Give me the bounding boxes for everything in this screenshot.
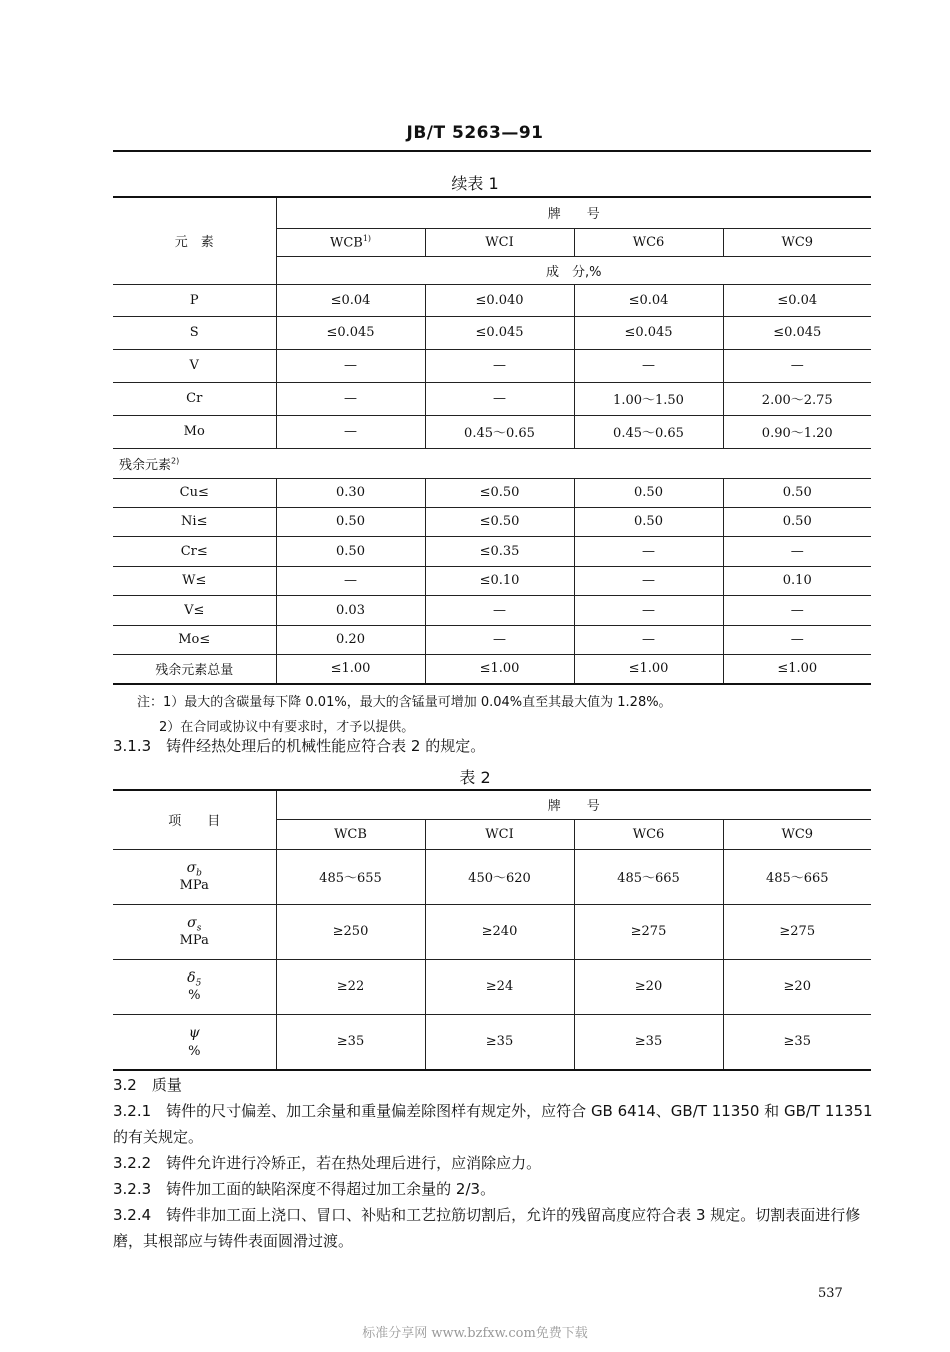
value-cell: — xyxy=(574,349,723,382)
grade-footnote: 1) xyxy=(362,233,372,243)
value-cell: ≤0.045 xyxy=(425,316,574,349)
property-unit: % xyxy=(188,988,201,1004)
table-row xyxy=(113,959,871,1014)
grade-cell: WC6 xyxy=(574,819,723,849)
table-row xyxy=(113,415,871,448)
value-cell: 0.45～0.65 xyxy=(574,415,723,448)
element-cell: 残余元素总量 xyxy=(113,654,276,684)
table-row xyxy=(113,904,871,959)
value-cell: 0.45～0.65 xyxy=(425,415,574,448)
value-cell: — xyxy=(723,595,871,625)
table1-caption: 续表 1 xyxy=(451,174,499,193)
table-row xyxy=(113,536,871,566)
grade-cell: WCI xyxy=(425,819,574,849)
item-header: 项 目 xyxy=(113,790,276,849)
value-cell: ≤0.35 xyxy=(425,536,574,566)
section-3-2-heading: 3.2 质量 xyxy=(113,1076,182,1094)
value-cell: ≤1.00 xyxy=(425,654,574,684)
property-cell xyxy=(113,959,276,1014)
mechanical-properties-table xyxy=(113,789,871,1071)
value-cell: ≤1.00 xyxy=(276,654,425,684)
value-cell: ≤0.10 xyxy=(425,566,574,595)
property-symbol: σ xyxy=(186,859,197,876)
value-cell: 0.50 xyxy=(723,478,871,507)
value-cell: ≥24 xyxy=(425,959,574,1014)
value-cell: 0.50 xyxy=(276,507,425,536)
property-unit: MPa xyxy=(179,933,209,949)
clause-3-2-3: 3.2.3 铸件加工面的缺陷深度不得超过加工余量的 2/3。 xyxy=(113,1180,496,1198)
document-header: JB/T 5263—91 xyxy=(406,123,544,143)
value-cell: — xyxy=(425,349,574,382)
value-cell: 0.50 xyxy=(276,536,425,566)
property-unit: MPa xyxy=(179,878,209,894)
composition-table xyxy=(113,196,871,685)
property-subscript: b xyxy=(196,868,202,879)
value-cell: — xyxy=(276,566,425,595)
element-cell: Cr xyxy=(113,382,276,415)
element-cell: Mo≤ xyxy=(113,625,276,654)
value-cell: ≥20 xyxy=(723,959,871,1014)
element-cell: P xyxy=(113,284,276,316)
value-cell: ≥35 xyxy=(723,1014,871,1070)
property-symbol: δ xyxy=(187,969,196,986)
property-cell xyxy=(113,1014,276,1070)
clause-3-2-4: 3.2.4 铸件非加工面上浇口、冒口、补贴和工艺拉筋切割后，允许的残留高度应符合表 3 规定。切割表面进行修磨，其根部应与铸件表面圆滑过渡。 xyxy=(113,1206,861,1250)
value-cell: — xyxy=(425,625,574,654)
value-cell: ≥275 xyxy=(723,904,871,959)
table-row xyxy=(113,849,871,904)
element-cell: Ni≤ xyxy=(113,507,276,536)
value-cell: ≤0.04 xyxy=(276,284,425,316)
element-cell: Mo xyxy=(113,415,276,448)
value-cell: 0.50 xyxy=(574,478,723,507)
value-cell: — xyxy=(574,536,723,566)
residual-footnote: 2) xyxy=(171,456,180,466)
value-cell: 485～665 xyxy=(723,849,871,904)
value-cell: ≤0.04 xyxy=(574,284,723,316)
property-symbol: ψ xyxy=(188,1024,200,1041)
value-cell: 485～655 xyxy=(276,849,425,904)
value-cell: ≥240 xyxy=(425,904,574,959)
value-cell: ≤0.04 xyxy=(723,284,871,316)
table2-caption: 表 2 xyxy=(459,768,491,787)
value-cell: ≤0.040 xyxy=(425,284,574,316)
property-unit: % xyxy=(188,1043,201,1059)
value-cell: — xyxy=(574,566,723,595)
value-cell: ≥250 xyxy=(276,904,425,959)
grade-cell: WC6 xyxy=(574,228,723,256)
value-cell: 0.90～1.20 xyxy=(723,415,871,448)
residual-section-row xyxy=(113,448,871,478)
table-row xyxy=(113,284,871,316)
value-cell: — xyxy=(276,349,425,382)
page-number: 537 xyxy=(818,1286,843,1301)
residual-header-cell xyxy=(113,448,871,478)
table-row xyxy=(113,595,871,625)
table1-note-1: 注：1）最大的含碳量每下降 0.01%，最大的含锰量可增加 0.04%直至其最大值为 1.28%。 xyxy=(137,695,672,710)
table-row xyxy=(113,625,871,654)
value-cell: ≤0.50 xyxy=(425,478,574,507)
value-cell: 485～665 xyxy=(574,849,723,904)
value-cell: ≤0.045 xyxy=(276,316,425,349)
value-cell: ≥35 xyxy=(276,1014,425,1070)
composition-header: 成 分,% xyxy=(276,256,871,284)
property-cell xyxy=(113,904,276,959)
table-row xyxy=(113,654,871,684)
value-cell: — xyxy=(723,536,871,566)
value-cell: 0.50 xyxy=(574,507,723,536)
value-cell: ≤0.045 xyxy=(723,316,871,349)
value-cell: 2.00～2.75 xyxy=(723,382,871,415)
property-symbol: σ xyxy=(187,914,197,931)
clause-3-2-2: 3.2.2 铸件允许进行冷矫正，若在热处理后进行，应消除应力。 xyxy=(113,1154,542,1172)
element-cell: V xyxy=(113,349,276,382)
element-cell: V≤ xyxy=(113,595,276,625)
clause-3-2-1: 3.2.1 铸件的尺寸偏差、加工余量和重量偏差除图样有规定外，应符合 GB 6414、GB/T 11350 和 GB/T 11351的有关规定。 xyxy=(113,1102,873,1146)
value-cell: — xyxy=(723,349,871,382)
table-row xyxy=(113,349,871,382)
table-row xyxy=(113,382,871,415)
value-cell: ≥35 xyxy=(574,1014,723,1070)
value-cell: — xyxy=(425,595,574,625)
grade-cell: WC9 xyxy=(723,819,871,849)
table-row xyxy=(113,1014,871,1070)
value-cell: 0.50 xyxy=(723,507,871,536)
value-cell: ≤0.50 xyxy=(425,507,574,536)
value-cell: ≥35 xyxy=(425,1014,574,1070)
value-cell: ≥20 xyxy=(574,959,723,1014)
grade-cell: WCI xyxy=(425,228,574,256)
table1-header-row xyxy=(113,197,871,228)
value-cell: 0.10 xyxy=(723,566,871,595)
value-cell: 0.30 xyxy=(276,478,425,507)
table-row xyxy=(113,566,871,595)
value-cell: 1.00～1.50 xyxy=(574,382,723,415)
table-row xyxy=(113,478,871,507)
clause-3-1-3: 3.1.3 铸件经热处理后的机械性能应符合表 2 的规定。 xyxy=(113,737,486,755)
value-cell: ≤0.045 xyxy=(574,316,723,349)
footer-watermark: 标准分享网 www.bzfxw.com免费下载 xyxy=(362,1326,588,1341)
property-subscript: s xyxy=(196,923,202,934)
table2-header-row xyxy=(113,790,871,819)
property-cell xyxy=(113,849,276,904)
value-cell: ≤1.00 xyxy=(723,654,871,684)
value-cell: ≤1.00 xyxy=(574,654,723,684)
value-cell: 0.20 xyxy=(276,625,425,654)
element-header: 元 素 xyxy=(113,197,276,284)
table-row xyxy=(113,316,871,349)
value-cell: 450～620 xyxy=(425,849,574,904)
table1-note-2: 2）在合同或协议中有要求时，才予以提供。 xyxy=(159,720,415,735)
element-cell: W≤ xyxy=(113,566,276,595)
grade-cell: WC9 xyxy=(723,228,871,256)
element-cell: S xyxy=(113,316,276,349)
value-cell: — xyxy=(276,415,425,448)
value-cell: — xyxy=(276,382,425,415)
header-rule xyxy=(113,150,871,152)
property-subscript: 5 xyxy=(195,978,202,989)
value-cell: 0.03 xyxy=(276,595,425,625)
value-cell: — xyxy=(574,595,723,625)
residual-header: 残余元素 xyxy=(119,457,172,473)
value-cell: — xyxy=(425,382,574,415)
table-row xyxy=(113,507,871,536)
element-cell: Cr≤ xyxy=(113,536,276,566)
brand-header: 牌 号 xyxy=(276,197,871,228)
brand-header: 牌 号 xyxy=(276,790,871,819)
element-cell: Cu≤ xyxy=(113,478,276,507)
value-cell: ≥275 xyxy=(574,904,723,959)
value-cell: — xyxy=(723,625,871,654)
grade-cell: WCB xyxy=(276,819,425,849)
value-cell: — xyxy=(574,625,723,654)
value-cell: ≥22 xyxy=(276,959,425,1014)
grade-cell xyxy=(276,228,425,256)
grade-label: WCB xyxy=(329,235,363,251)
